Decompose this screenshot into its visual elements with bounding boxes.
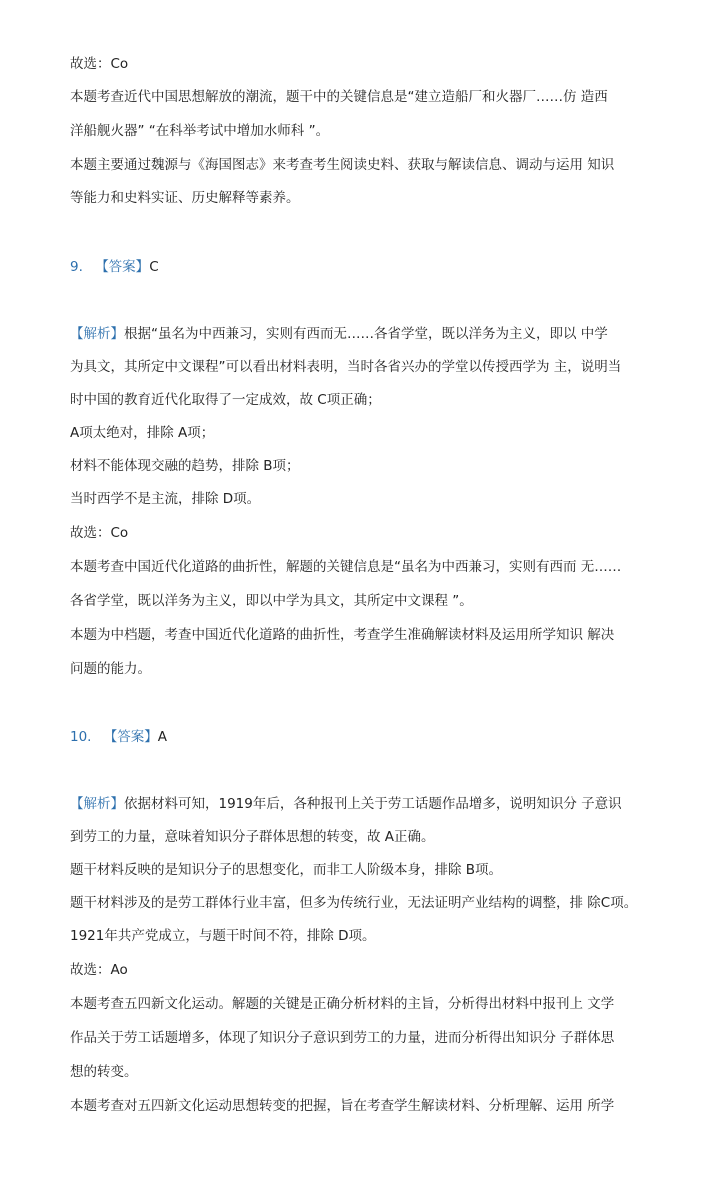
text-line: 本题考查五四新文化运动。解题的关键是正确分析材料的主旨，分析得出材料中报刊上 文学 <box>70 996 615 1012</box>
text-line: 本题考查对五四新文化运动思想转变的把握，旨在考查学生解读材料、分析理解、运用 所学 <box>70 1098 615 1114</box>
answer-label: 【答案】 <box>103 729 158 745</box>
text-line: 故选：Co <box>70 56 129 72</box>
text-line: 材料不能体现交融的趋势，排除 B项； <box>70 458 300 474</box>
text-line: 为具文，其所定中文课程”可以看出材料表明，当时各省兴办的学堂以传授西学为 主，说明当 <box>70 359 622 375</box>
text-line: 到劳工的力量，意味着知识分子群体思想的转变，故 A正确。 <box>70 829 435 845</box>
text-line: 本题考查中国近代化道路的曲折性，解题的关键信息是“虽名为中西兼习，实则有西而 无…… <box>70 559 622 575</box>
analysis-label: 【解析】 <box>70 326 124 342</box>
analysis-text: 依据材料可知，1919年后，各种报刊上关于劳工话题作品增多，说明知识分 子意识 <box>124 796 622 812</box>
analysis-first-line <box>70 795 670 813</box>
text-line: 等能力和史料实证、历史解释等素养。 <box>70 190 300 206</box>
question-number: 10. <box>70 729 92 745</box>
text-line: 故选：Ao <box>70 962 128 978</box>
text-line: 故选：Co <box>70 525 129 541</box>
text-line: A项太绝对，排除 A项； <box>70 425 215 441</box>
text-line: 本题为中档题，考查中国近代化道路的曲折性，考查学生准确解读材料及运用所学知识 解决 <box>70 627 615 643</box>
text-line: 作品关于劳工话题增多，体现了知识分子意识到劳工的力量，进而分析得出知识分 子群体思 <box>70 1030 615 1046</box>
answer-label: 【答案】 <box>95 259 150 275</box>
answer-value: A <box>157 729 168 745</box>
analysis-text: 根据“虽名为中西兼习，实则有西而无……各省学堂，既以洋务为主义，即以 中学 <box>124 326 608 342</box>
analysis-label: 【解析】 <box>70 796 124 812</box>
analysis-first-line <box>70 325 670 343</box>
question-number: 9. <box>70 259 83 275</box>
text-line: 问题的能力。 <box>70 661 151 677</box>
text-line: 洋船舰火器” “在科举考试中增加水师科 ”。 <box>70 123 330 139</box>
answer-value: C <box>149 259 159 275</box>
question-9-answer <box>70 258 159 276</box>
text-line: 时中国的教育近代化取得了一定成效，故 C项正确； <box>70 392 381 408</box>
text-line: 各省学堂，既以洋务为主义，即以中学为具文，其所定中文课程 ”。 <box>70 593 473 609</box>
text-line: 本题主要通过魏源与《海国图志》来考查考生阅读史料、获取与解读信息、调动与运用 知识 <box>70 157 615 173</box>
text-line: 想的转变。 <box>70 1064 138 1080</box>
text-line: 题干材料反映的是知识分子的思想变化，而非工人阶级本身，排除 B项。 <box>70 862 503 878</box>
text-line: 1921年共产党成立，与题干时间不符，排除 D项。 <box>70 928 376 944</box>
text-line: 当时西学不是主流，排除 D项。 <box>70 491 261 507</box>
text-line: 本题考查近代中国思想解放的潮流，题干中的关键信息是“建立造船厂和火器厂……仿 造西 <box>70 89 608 105</box>
question-10-answer <box>70 728 167 746</box>
text-line: 题干材料涉及的是劳工群体行业丰富，但多为传统行业，无法证明产业结构的调整，排 除C项。 <box>70 895 638 911</box>
